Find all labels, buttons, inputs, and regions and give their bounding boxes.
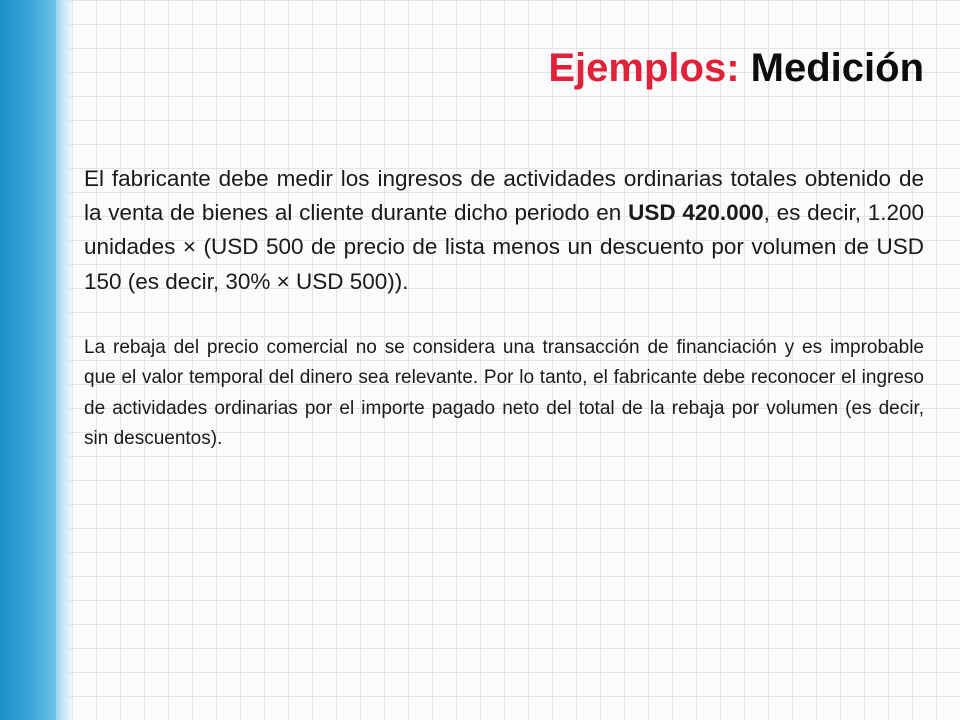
slide-title-accent: Ejemplos: [548,46,740,90]
paragraph-measurement-amount: USD 420.000 [628,200,764,226]
slide-title [548,46,924,90]
left-accent-bar [0,0,56,720]
paragraph-measurement [84,162,924,299]
paragraph-measurement-detail: , es decir, 1.200 unidades × (USD 500 de precio de lista menos un descuento por volumen de USD 150 (es decir, 30% × USD 500)). [84,200,925,294]
slide-title-main: Medición [750,46,924,90]
paragraph-measurement-lead: El fabricante debe medir los ingresos de actividades ordinarias totales obtenido de la venta de bienes al cliente durante dicho periodo en [84,166,924,226]
left-accent-bar-fade [56,0,74,720]
slide-body [84,162,924,454]
paragraph-discount: La rebaja del precio comercial no se considera una transacción de financiación y es improbable que el valor temporal del dinero sea relevante. Por lo tanto, el fabricante debe reconocer el ingreso de actividades ordinarias por el importe pagado neto del total de la rebaja por volumen (es decir, sin descuentos). [84,336,924,449]
